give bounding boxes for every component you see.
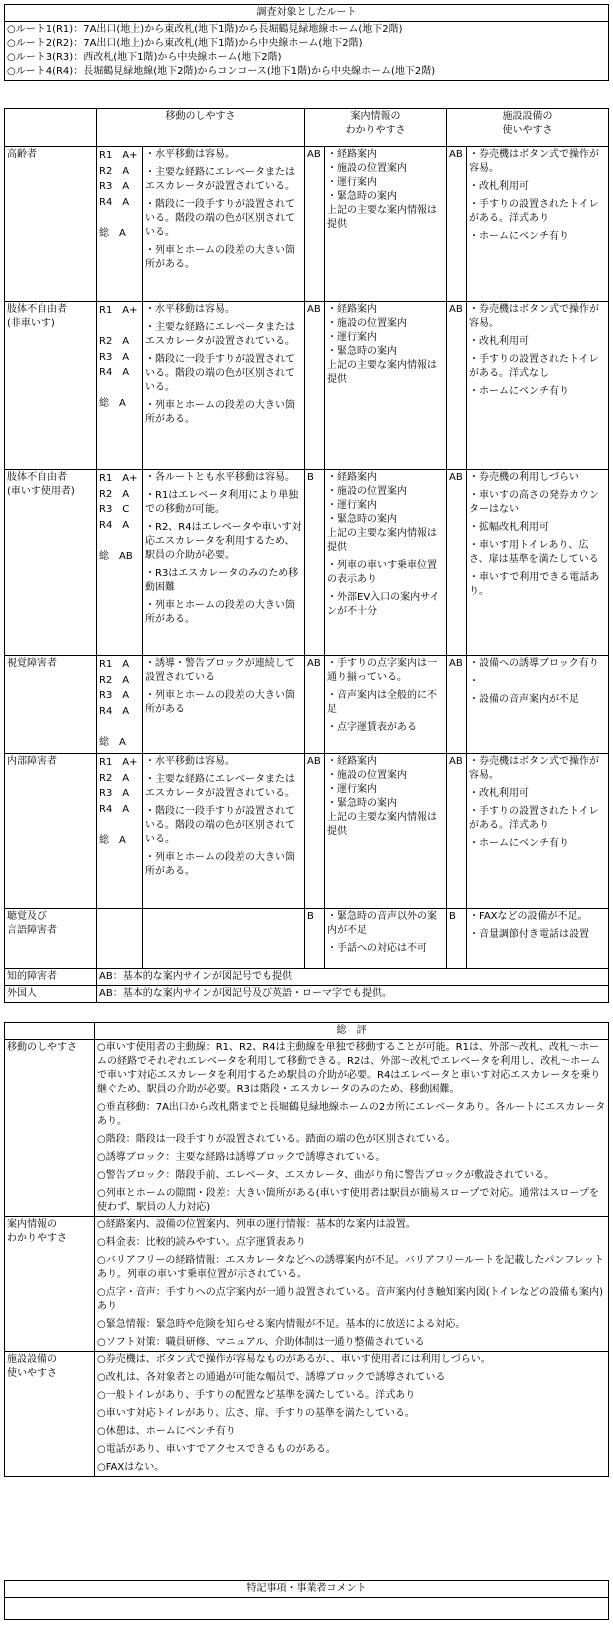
facility-notes-item: ・設備への誘導ブロック有り [469,658,599,669]
facility-notes [467,302,609,470]
summary-notes-item: ○電話があり、車いすでアクセスできるものがある。 [97,1444,336,1455]
mobility-notes [143,909,305,969]
facility-notes-item: ・車いすで利用できる電話あり。 [469,572,600,597]
user-type: 肢体不自由者 (非車いす) [5,302,97,470]
mobility-notes-item: ・R3はエスカレータのみのため移動困難 [145,568,299,593]
evaluation-row [5,302,609,470]
info-notes-item: ・緊急時の音声以外の案内が不足 [327,911,437,936]
route-item: ○ルート4(R4)：長堀鶴見緑地線(地下2階)からコンコース(地下1階)から中央線ホーム(地下2階) [7,66,436,77]
header-facility: 施設設備の 使いやすさ [447,109,609,147]
routes-list [5,22,609,81]
info-notes-item: ・外部EV入口の案内サインが不十分 [327,592,440,617]
info-notes-item: ・手話への対応は不可 [327,943,427,954]
user-type: 聴覚及び 言語障害者 [5,909,97,969]
mobility-notes-item: ・水平移動は容易。 [145,149,235,160]
remarks-table [4,1580,609,1620]
facility-notes-item: ・手すりの設置されたトイレがある。洋式あり [469,199,599,224]
info-notes [325,754,447,909]
evaluation-simple-row [5,969,609,986]
info-notes-item: ・点字運賃表がある [327,722,417,733]
mobility-notes-item: ・列車とホームの段差の大きい箇所がある。 [145,245,295,270]
mobility-notes-item: ・主要な経路にエレベータまたはエスカレータが設置されている。 [145,774,295,799]
header-mobility: 移動のしやすさ [97,109,305,147]
info-grade: AB [305,656,325,754]
summary-notes-item: ○点字・音声：手すりへの点字案内が一通り設置されている。音声案内付き触知案内図(トイレなどの設備も案内)あり [97,1287,604,1312]
facility-notes-item: ・設備の音声案内が不足 [469,694,579,705]
mobility-notes [143,147,305,302]
facility-notes-item: ・ホームにベンチ有り [469,838,569,849]
summary-notes-item: ○改札は、各対象者との通過が可能な幅员で、誘導ブロックで誘導されている [97,1372,446,1383]
mobility-notes [143,302,305,470]
route-item: ○ルート3(R3)：西改札(地下1階)から中央線ホーム(地下2階) [7,52,282,63]
mobility-notes [143,754,305,909]
mobility-notes-item: ・階段に一段手すりが設置されている。階段の端の色が区別されている。 [145,806,295,845]
facility-notes [467,147,609,302]
evaluation-simple-row [5,986,609,1003]
mobility-notes [143,656,305,754]
summary-rows [5,1040,609,1477]
user-type: 外国人 [5,986,97,1003]
info-notes-item: ・経路案内 ・施設の位置案内 ・運行案内 ・緊急時の案内 上記の主要な案内情報は提供 [327,472,437,553]
facility-notes-item: ・券売機はボタン式で操作が容易。 [469,304,599,329]
evaluation-row [5,470,609,656]
info-notes-item: ・経路案内 ・施設の位置案内 ・運行案内 ・緊急時の案内 上記の主要な案内情報は提供 [327,149,437,230]
summary-notes [95,1040,609,1217]
facility-notes-item: ・手すりの設置されたトイレがある。洋式あり [469,806,599,831]
facility-notes-item: ・券売機はボタン式で操作が容易。 [469,756,599,781]
summary-notes-item: ○一般トイレがあり、手すりの配置など基準を満たしている。洋式あり [97,1390,416,1401]
evaluation-table [4,108,609,1003]
mobility-notes-item: ・列車とホームの段差の大きい箇所がある。 [145,600,295,625]
mobility-notes-item: ・列車とホームの段差の大きい箇所がある [145,690,295,715]
summary-blank [5,1023,95,1040]
route-grades: R1 A R2 A R3 A R4 A 総 A [97,656,143,754]
evaluation-row [5,909,609,969]
evaluation-rows [5,147,609,1003]
route-grades: R1 A+ R2 A R3 A R4 A 総 A [97,754,143,909]
mobility-notes-item: ・列車とホームの段差の大きい箇所がある。 [145,852,295,877]
facility-notes [467,909,609,969]
mobility-notes-item: ・階段に一段手すりが設置されている。階段の端の色が区別されている。 [145,199,295,238]
info-grade: AB [305,147,325,302]
header-blank [5,109,97,147]
summary-table [4,1022,609,1477]
summary-category: 施設設備の 使いやすさ [5,1352,95,1477]
simple-note: AB：基本的な案内サインが図記号及び英語・ローマ字でも提供。 [97,986,609,1003]
facility-notes [467,754,609,909]
evaluation-row [5,754,609,909]
info-notes-item: ・経路案内 ・施設の位置案内 ・運行案内 ・緊急時の案内 上記の主要な案内情報は提供 [327,304,437,385]
summary-notes-item: ○経路案内、設備の位置案内、列車の運行情報：基本的な案内は設置。 [97,1219,416,1230]
route-grades [97,909,143,969]
summary-title: 総 評 [95,1023,609,1040]
info-notes-item: ・経路案内 ・施設の位置案内 ・運行案内 ・緊急時の案内 上記の主要な案内情報は提供 [327,756,437,837]
info-notes [325,147,447,302]
routes-title: 調査対象としたルート [5,5,609,22]
summary-notes-item: ○列車とホームの隙間・段差：大きい箇所がある(車いす使用者は駅員が簡易スロープで対応。通常はスロープを使わず、駅員の人力対応) [97,1188,599,1213]
facility-notes-item: ・FAXなどの設備が不足。 [469,911,588,922]
facility-notes-item: ・拡幅改札利用可 [469,522,549,533]
remarks-body [5,1598,609,1620]
user-type: 知的障害者 [5,969,97,986]
user-type: 肢体不自由者 (車いす使用者) [5,470,97,656]
user-type: 高齢者 [5,147,97,302]
summary-notes-item: ○緊急情報：緊急時や危険を知らせる案内情報が不足。基本的に放送による対応。 [97,1319,466,1330]
facility-notes-item: ・ホームにベンチ有り [469,386,569,397]
summary-notes-item: ○FAXはない。 [97,1462,165,1473]
mobility-notes-item: ・主要な経路にエレベータまたはエスカレータが設置されている。 [145,167,295,192]
route-grades: R1 A+ R2 A R3 A R4 A 総 A [97,147,143,302]
summary-notes [95,1217,609,1352]
mobility-notes [143,470,305,656]
info-grade: AB [305,302,325,470]
mobility-notes-item: ・R1はエレベータ利用により単独での移動が可能。 [145,490,299,515]
route-item: ○ルート2(R2)：7A出口(地上)から東改札(地下1階)から中央線ホーム(地下2階) [7,38,363,49]
facility-notes-item: ・券売機の利用しづらい [469,472,579,483]
summary-row [5,1352,609,1477]
mobility-notes-item: ・R2、R4はエレベータや車いす対応エスカレータを利用するため、駅員の介助が必要。 [145,522,302,561]
summary-notes-item: ○ソフト対策：職員研修、マニュアル、介助体制は一通り整備されている [97,1337,425,1348]
facility-grade: AB [447,302,467,470]
facility-notes-item: ・改札利用可 [469,336,529,347]
info-grade: AB [305,754,325,909]
evaluation-row [5,656,609,754]
header-info: 案内情報の わかりやすさ [305,109,447,147]
summary-notes [95,1352,609,1477]
info-notes-item: ・列車の車いす乗車位置の表示あり [327,560,437,585]
facility-notes-item: ・音量調節付き電話は設置 [469,929,589,940]
user-type: 内部障害者 [5,754,97,909]
user-type: 視覚障害者 [5,656,97,754]
facility-grade: AB [447,656,467,754]
facility-notes-item: ・券売機はボタン式で操作が容易。 [469,149,599,174]
facility-notes-item: ・ホームにベンチ有り [469,231,569,242]
facility-notes [467,470,609,656]
evaluation-row [5,147,609,302]
info-notes [325,909,447,969]
summary-notes-item: ○垂直移動：7A出口から改札階までと長堀鶴見緑地線ホームの2カ所にエレベータあり。各ルートにエスカレータあり。 [97,1102,606,1127]
mobility-notes-item: ・階段に一段手すりが設置されている。階段の端の色が区別されている。 [145,354,295,393]
facility-notes [467,656,609,754]
summary-row [5,1217,609,1352]
info-grade: B [305,909,325,969]
info-notes-item: ・音声案内は全般的に不足 [327,690,437,715]
summary-notes-item: ○車いす対応トイレがあり、広さ、扉、手すりの基準を満たしている。 [97,1408,415,1419]
mobility-notes-item: ・水平移動は容易。 [145,304,235,315]
summary-notes-item: ○休憩は、ホームにベンチ有り [97,1426,236,1437]
facility-grade: AB [447,754,467,909]
mobility-notes-item: ・各ルートとも水平移動は容易。 [145,472,295,483]
facility-notes-item: ・車いす用トイレあり、広さ、扉は基準を満たしている [469,540,599,565]
mobility-notes-item: ・水平移動は容易。 [145,756,235,767]
info-notes [325,302,447,470]
mobility-notes-item: ・主要な経路にエレベータまたはエスカレータが設置されている。 [145,322,295,347]
summary-row [5,1040,609,1217]
route-grades: R1 A+ R2 A R3 A R4 A 総 A [97,302,143,470]
info-notes [325,656,447,754]
facility-notes-item: ・改札利用可 [469,788,529,799]
info-notes [325,470,447,656]
facility-notes-item: ・手すりの設置されたトイレがある。洋式なし [469,354,599,379]
summary-notes-item: ○警告ブロック：階段手前、エレベータ、エスカレータ、曲がり角に警告ブロックが敷設されている。 [97,1170,555,1181]
summary-notes-item: ○誘導ブロック：主要な経路は誘導ブロックで誘導されている。 [97,1152,386,1163]
simple-note: AB：基本的な案内サインが図記号でも提供 [97,969,609,986]
summary-notes-item: ○バリアフリーの経路情報：エスカレータなどへの誘導案内が不足。バリアフリールートを記載したパンフレットあり。列車の車いす乗車位置が示されている。 [97,1255,604,1280]
facility-grade: AB [447,470,467,656]
facility-notes-item: ・改札利用可 [469,181,529,192]
summary-category: 移動のしやすさ [5,1040,95,1217]
facility-notes-item: ・車いすの高さの発券カウンターはない [469,490,599,515]
info-grade: B [305,470,325,656]
summary-notes-item: ○料金表：比較的読みやすい。点字運賃表あり [97,1237,306,1248]
routes-table [4,4,609,81]
facility-notes-item: ・ [469,676,479,687]
route-grades: R1 A+ R2 A R3 C R4 A 総 AB [97,470,143,656]
mobility-notes-item: ・誘導・警告ブロックが連続して設置されている [145,658,295,683]
facility-grade: B [447,909,467,969]
summary-category: 案内情報の わかりやすさ [5,1217,95,1352]
route-item: ○ルート1(R1)：7A出口(地上)から東改札(地下1階)から長堀鶴見緑地線ホーム(地下2階) [7,24,403,35]
facility-grade: AB [447,147,467,302]
summary-notes-item: ○階段：階段は一段手すりが設置されている。踏面の端の色が区別されている。 [97,1134,456,1145]
summary-notes-item: ○車いす使用者の主動線：R1、R2、R4は主動線を単独で移動することが可能。R1は、外部～改札、改札～ホームの経路でそれぞれエレベータを利用して移動できる。R2は、外部～改札でエレベータを利用し、改札～ホームで車いす対応エスカレータを利用するため駅員の介助が必要。R4はエレベータと車いす対応エスカレータを乗り継ぐため、駅員の介助が必要。R3は階段・エスカレータのみのため、移動困難。 [97,1042,601,1095]
summary-notes-item: ○券売機は、ボタン式で操作が容易なものがあるが、、車いす使用者には利用しづらい。 [97,1354,491,1365]
mobility-notes-item: ・列車とホームの段差の大きい箇所がある。 [145,400,295,425]
info-notes-item: ・手すりの点字案内は一通り揃っている。 [327,658,437,683]
remarks-title: 特記事項・事業者コメント [5,1581,609,1598]
